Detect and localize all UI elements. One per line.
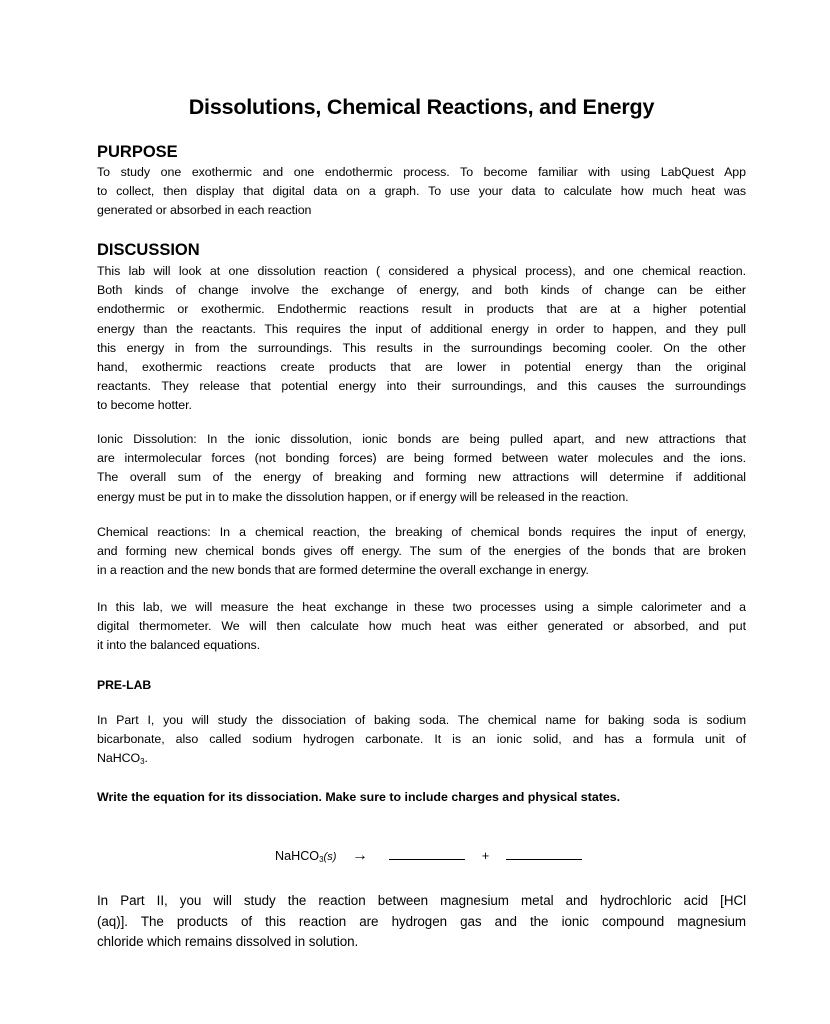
text-line: This lab will look at one dissolution reaction ( considered a physical process), and one chemical reaction. [97, 264, 746, 278]
text-line: In Part I, you will study the dissociation of baking soda. The chemical name for baking soda is sodium [97, 713, 746, 727]
reactant-text: NaHCO [275, 849, 320, 863]
text-line: Both kinds of change involve the exchange of energy, and both kinds of change can be either [97, 283, 746, 298]
text-line: generated or absorbed in each reaction [97, 203, 312, 218]
dissociation-equation [275, 847, 582, 869]
text-line: (aq)]. The products of this reaction are hydrogen gas and the ionic compound magnesium [97, 913, 746, 929]
product-2-blank[interactable] [506, 849, 582, 860]
lab-overview-paragraph [97, 598, 746, 656]
text-line: in a reaction and the new bonds that are formed determine the overall exchange in energy. [97, 563, 589, 578]
text-line: endothermic or exothermic. Endothermic reactions result in products that are at a higher potential [97, 302, 746, 317]
text-line: energy must be put in to make the dissolution happen, or if energy will be released in the reaction. [97, 489, 629, 504]
text-line: are intermolecular forces (not bonding forces) are being formed between water molecules and the ions. [97, 451, 746, 466]
product-1-blank[interactable] [389, 849, 465, 860]
formula-line [97, 749, 746, 771]
text-line: it into the balanced equations. [97, 638, 261, 653]
plus-sign: + [481, 849, 490, 863]
reactant-formula [275, 847, 336, 869]
chemical-reactions-paragraph [97, 523, 746, 581]
text-line: bicarbonate, also called sodium hydrogen carbonate. It is an ionic solid, and has a formula unit of [97, 732, 746, 747]
part1-paragraph [97, 711, 746, 772]
text-line: Chemical reactions: In a chemical reaction, the breaking of chemical bonds requires the input of energy, [97, 525, 746, 539]
text-line: reactants. They release that potential energy into their surroundings, and this causes the surroundings [97, 379, 746, 394]
text-line: Ionic Dissolution: In the ionic dissolution, ionic bonds are being pulled apart, and new attractions that [97, 432, 746, 446]
text-line: In Part II, you will study the reaction between magnesium metal and hydrochloric acid [HCl [97, 893, 746, 908]
purpose-paragraph [97, 163, 746, 221]
text-line: and forming new chemical bonds gives off energy. The sum of the energies of the bonds that are broken [97, 544, 746, 559]
text-line: energy than the reactants. This requires the input of additional energy in order to happen, and they pull [97, 321, 746, 336]
purpose-heading: PURPOSE [97, 143, 178, 161]
reactant-subscript: 3 [319, 855, 324, 864]
text-line: hand, exothermic reactions create products that are lower in potential energy than the original [97, 360, 746, 375]
reaction-arrow-icon: → [351, 847, 368, 864]
text-line: to collect, then display that digital data on a graph. To use your data to calculate how much heat was [97, 184, 746, 199]
prelab-heading: PRE-LAB [97, 678, 152, 692]
discussion-heading: DISCUSSION [97, 241, 200, 259]
formula-period: . [144, 751, 148, 766]
formula-text: NaHCO [97, 751, 141, 766]
ionic-dissolution-paragraph [97, 430, 746, 507]
text-line: digital thermometer. We will then calculate how much heat was either generated or absorbed, and put [97, 619, 746, 634]
part2-paragraph [97, 891, 746, 953]
dissociation-instruction: Write the equation for its dissociation. Make sure to include charges and physical states. [97, 790, 621, 804]
reactant-state: (s) [323, 851, 337, 863]
text-line: The overall sum of the energy of breaking and forming new attractions will determine if additional [97, 470, 746, 485]
text-line: chloride which remains dissolved in solution. [97, 934, 359, 949]
text-line: To study one exothermic and one endothermic process. To become familiar with using LabQuest App [97, 165, 746, 179]
text-line: to become hotter. [97, 398, 192, 413]
document-title: Dissolutions, Chemical Reactions, and Energy [188, 95, 655, 119]
text-line: In this lab, we will measure the heat exchange in these two processes using a simple calorimeter and a [97, 600, 746, 614]
text-line: this energy in from the surroundings. This results in the surroundings becoming cooler. On the other [97, 340, 746, 355]
discussion-intro-paragraph [97, 262, 746, 416]
formula-subscript: 3 [140, 757, 145, 767]
